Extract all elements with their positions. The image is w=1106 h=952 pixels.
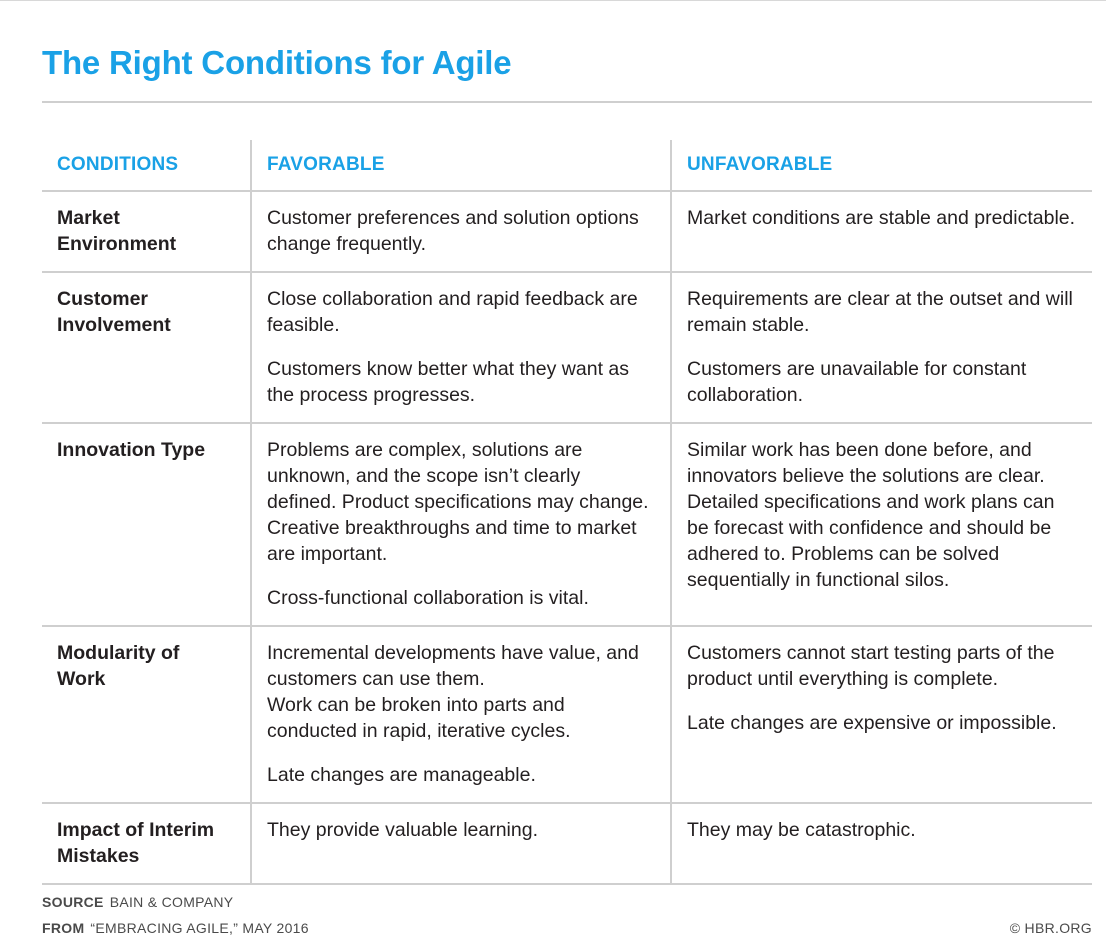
header-conditions: CONDITIONS	[42, 140, 251, 191]
header-favorable: FAVORABLE	[251, 140, 671, 191]
from-value: “EMBRACING AGILE,” MAY 2016	[90, 920, 309, 936]
condition-cell	[42, 272, 251, 423]
unfavorable-cell	[671, 626, 1092, 803]
unfavorable-text: Similar work has been done before, and innovators believe the solutions are clear. Detailed specifications and work plans can be forecast with confidence and should be adhered to. Problems can be solved sequentially in functional silos.	[687, 439, 1055, 591]
condition-cell	[42, 626, 251, 803]
unfavorable-text: Late changes are expensive or impossible.	[687, 712, 1057, 734]
title-divider	[42, 101, 1092, 103]
favorable-text: Customer preferences and solution options change frequently.	[267, 207, 639, 255]
unfavorable-text: They may be catastrophic.	[687, 819, 916, 841]
unfavorable-cell	[671, 423, 1092, 626]
from-line	[42, 920, 309, 936]
favorable-cell	[251, 191, 671, 272]
favorable-text: Cross-functional collaboration is vital.	[267, 587, 589, 609]
condition-label: Customer	[57, 288, 149, 310]
favorable-text: Incremental developments have value, and customers can use them.	[267, 642, 639, 690]
favorable-cell	[251, 803, 671, 884]
favorable-text: Problems are complex, solutions are unknown, and the scope isn’t clearly defined. Product specifications may change. Creative breakthroughs and time to market are important.	[267, 439, 649, 565]
from-label: FROM	[42, 920, 85, 936]
favorable-text: Close collaboration and rapid feedback are feasible.	[267, 288, 638, 336]
condition-label: Environment	[57, 233, 177, 255]
source-label: SOURCE	[42, 894, 104, 910]
unfavorable-text: Customers cannot start testing parts of the product until everything is complete.	[687, 642, 1055, 690]
favorable-text: Late changes are manageable.	[267, 764, 536, 786]
page-title: The Right Conditions for Agile	[42, 44, 512, 81]
table-header-row	[42, 140, 1092, 191]
condition-cell	[42, 191, 251, 272]
table-row	[42, 626, 1092, 803]
condition-label: Modularity of	[57, 642, 180, 664]
unfavorable-text: Requirements are clear at the outset and will remain stable.	[687, 288, 1073, 336]
favorable-text: Work can be broken into parts and conducted in rapid, iterative cycles.	[267, 694, 571, 742]
unfavorable-text: Market conditions are stable and predictable.	[687, 207, 1076, 229]
condition-label: Mistakes	[57, 845, 140, 867]
favorable-cell	[251, 272, 671, 423]
condition-label: Impact of Interim	[57, 819, 215, 841]
unfavorable-cell	[671, 191, 1092, 272]
table-row	[42, 803, 1092, 884]
header-unfavorable: UNFAVORABLE	[671, 140, 1092, 191]
condition-label: Market	[57, 207, 120, 229]
table-row	[42, 191, 1092, 272]
source-value: BAIN & COMPANY	[109, 894, 234, 910]
favorable-cell	[251, 626, 671, 803]
condition-label: Involvement	[57, 314, 171, 336]
unfavorable-cell	[671, 803, 1092, 884]
favorable-text: They provide valuable learning.	[267, 819, 539, 841]
top-rule	[0, 0, 1106, 1]
favorable-cell	[251, 423, 671, 626]
condition-label: Innovation Type	[57, 439, 206, 461]
condition-label: Work	[57, 668, 106, 690]
table-row	[42, 272, 1092, 423]
favorable-text: Customers know better what they want as the process progresses.	[267, 358, 629, 406]
copyright: © HBR.ORG	[1009, 920, 1092, 936]
conditions-table	[42, 140, 1092, 885]
unfavorable-text: Customers are unavailable for constant collaboration.	[687, 358, 1027, 406]
unfavorable-cell	[671, 272, 1092, 423]
source-line	[42, 894, 233, 910]
condition-cell	[42, 803, 251, 884]
table-row	[42, 423, 1092, 626]
condition-cell	[42, 423, 251, 626]
